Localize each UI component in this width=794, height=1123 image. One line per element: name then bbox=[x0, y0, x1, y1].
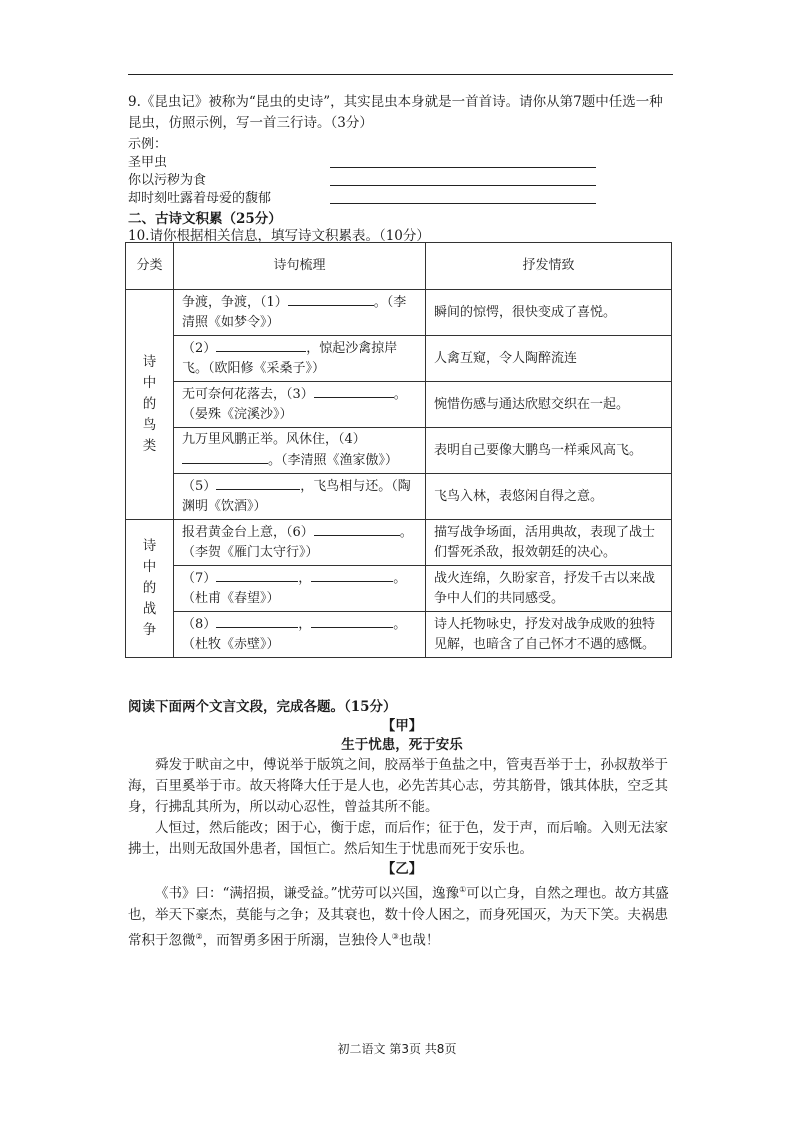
category-birds: 诗中的鸟类 bbox=[126, 290, 174, 520]
poem-cell: （8） ， 。（杜牧《赤壁》） bbox=[174, 612, 426, 658]
poem-cell: 九万里风鹏正举。风休住，（4）。（李清照《渔家傲》） bbox=[174, 428, 426, 474]
poem-cell: （5） ，飞鸟相与还。（陶渊明《饮酒》） bbox=[174, 474, 426, 520]
passage-a-paragraph: 舜发于畎亩之中，傅说举于版筑之间，胶鬲举于鱼盐之中，管夷吾举于士，孙叔敖举于海，百里奚举于市。故天将降大任于是人也，必先苦其心志，劳其筋骨，饿其体肤，空乏其身，行拂乱其所为，所以动心忍性，曾益其所不能。 bbox=[128, 757, 668, 815]
passage-a-paragraph: 人恒过，然后能改；困于心，衡于虑，而后作；征于色，发于声，而后喻。入则无法家拂士，出则无敌国外患者，国恒亡。然后知生于忧患而死于安乐也。 bbox=[128, 820, 668, 857]
example-line: 却时刻吐露着母爱的馥郁 bbox=[128, 191, 272, 206]
example-label: 示例： bbox=[128, 137, 168, 152]
passage-b-paragraph: 《书》曰：“满招损，谦受益。”忧劳可以兴国，逸豫①可以亡身，自然之理也。故方其盛也，举天下豪杰，莫能与之争；及其衰也，数十伶人困之，而身死国灭，为天下笑。夫祸患常积于忽微②，而智勇多困于所溺，岂独伶人③也哉！ bbox=[128, 885, 669, 948]
feeling-cell: 惋惜伤感与通达欣慰交织在一起。 bbox=[426, 382, 672, 428]
fill-blank[interactable] bbox=[311, 568, 393, 582]
answer-line[interactable] bbox=[330, 203, 596, 204]
header-poem: 诗句梳理 bbox=[174, 243, 426, 290]
question-9 bbox=[128, 92, 676, 134]
header-category: 分类 bbox=[126, 243, 174, 290]
answer-line[interactable] bbox=[330, 167, 596, 168]
category-war: 诗中的战争 bbox=[126, 520, 174, 658]
fill-blank[interactable] bbox=[314, 522, 400, 536]
passage-a-title: 生于忧患，死于安乐 bbox=[341, 737, 463, 753]
feeling-cell: 诗人托物咏史，抒发对战争成败的独特见解，也暗含了自己怀才不遇的感慨。 bbox=[426, 612, 672, 658]
question-9-text: 9.《昆虫记》被称为“昆虫的史诗”，其实昆虫本身就是一首首诗。请你从第7题中任选一种昆虫，仿照示例，写一首三行诗。（3分） bbox=[128, 94, 663, 131]
fill-blank[interactable] bbox=[314, 384, 394, 398]
fill-blank[interactable] bbox=[216, 338, 306, 352]
fill-blank[interactable] bbox=[216, 614, 298, 628]
feeling-cell: 描写战争场面，活用典故，表现了战士们誓死杀敌，报效朝廷的决心。 bbox=[426, 520, 672, 566]
feeling-cell: 飞鸟入林，表悠闲自得之意。 bbox=[426, 474, 672, 520]
question-10: 10.请你根据相关信息，填写诗文积累表。（10分） bbox=[128, 228, 430, 244]
footnote-mark: ③ bbox=[391, 931, 399, 941]
feeling-cell: 战火连绵，久盼家音，抒发千古以来战争中人们的共同感受。 bbox=[426, 566, 672, 612]
poem-cell: 报君黄金台上意，（6） 。（李贺《雁门太守行》） bbox=[174, 520, 426, 566]
page-footer: 初二语文 第3页 共8页 bbox=[337, 1042, 457, 1056]
poem-cell: （2） ，惊起沙禽掠岸飞。（欧阳修《采桑子》） bbox=[174, 336, 426, 382]
fill-blank[interactable] bbox=[216, 568, 298, 582]
fill-blank[interactable] bbox=[311, 614, 393, 628]
reading-section bbox=[128, 697, 676, 951]
fill-blank[interactable] bbox=[216, 476, 300, 490]
poem-cell: 无可奈何花落去，（3） 。（晏殊《浣溪沙》） bbox=[174, 382, 426, 428]
answer-line[interactable] bbox=[330, 185, 596, 186]
header-feeling: 抒发情致 bbox=[426, 243, 672, 290]
fill-blank[interactable] bbox=[288, 292, 374, 306]
top-rule bbox=[128, 74, 673, 75]
feeling-cell: 人禽互窥，令人陶醉流连 bbox=[426, 336, 672, 382]
reading-intro: 阅读下面两个文言文段，完成各题。（15分） bbox=[128, 699, 397, 715]
passage-a-label: 【甲】 bbox=[381, 718, 423, 734]
passage-b-label: 【乙】 bbox=[381, 861, 423, 877]
poem-accumulation-table bbox=[125, 242, 672, 658]
poem-cell: 争渡，争渡，（1） 。（李清照《如梦令》） bbox=[174, 290, 426, 336]
footnote-mark: ① bbox=[459, 885, 467, 894]
feeling-cell: 表明自己要像大鹏鸟一样乘风高飞。 bbox=[426, 428, 672, 474]
footnote-mark: ② bbox=[195, 931, 203, 941]
example-line: 你以污秽为食 bbox=[128, 173, 207, 188]
poem-cell: （7） ， 。（杜甫《春望》） bbox=[174, 566, 426, 612]
example-line: 圣甲虫 bbox=[128, 155, 168, 170]
fill-blank[interactable] bbox=[182, 450, 268, 464]
section-title: 二、古诗文积累（25分） bbox=[128, 211, 282, 227]
feeling-cell: 瞬间的惊愕，很快变成了喜悦。 bbox=[426, 290, 672, 336]
